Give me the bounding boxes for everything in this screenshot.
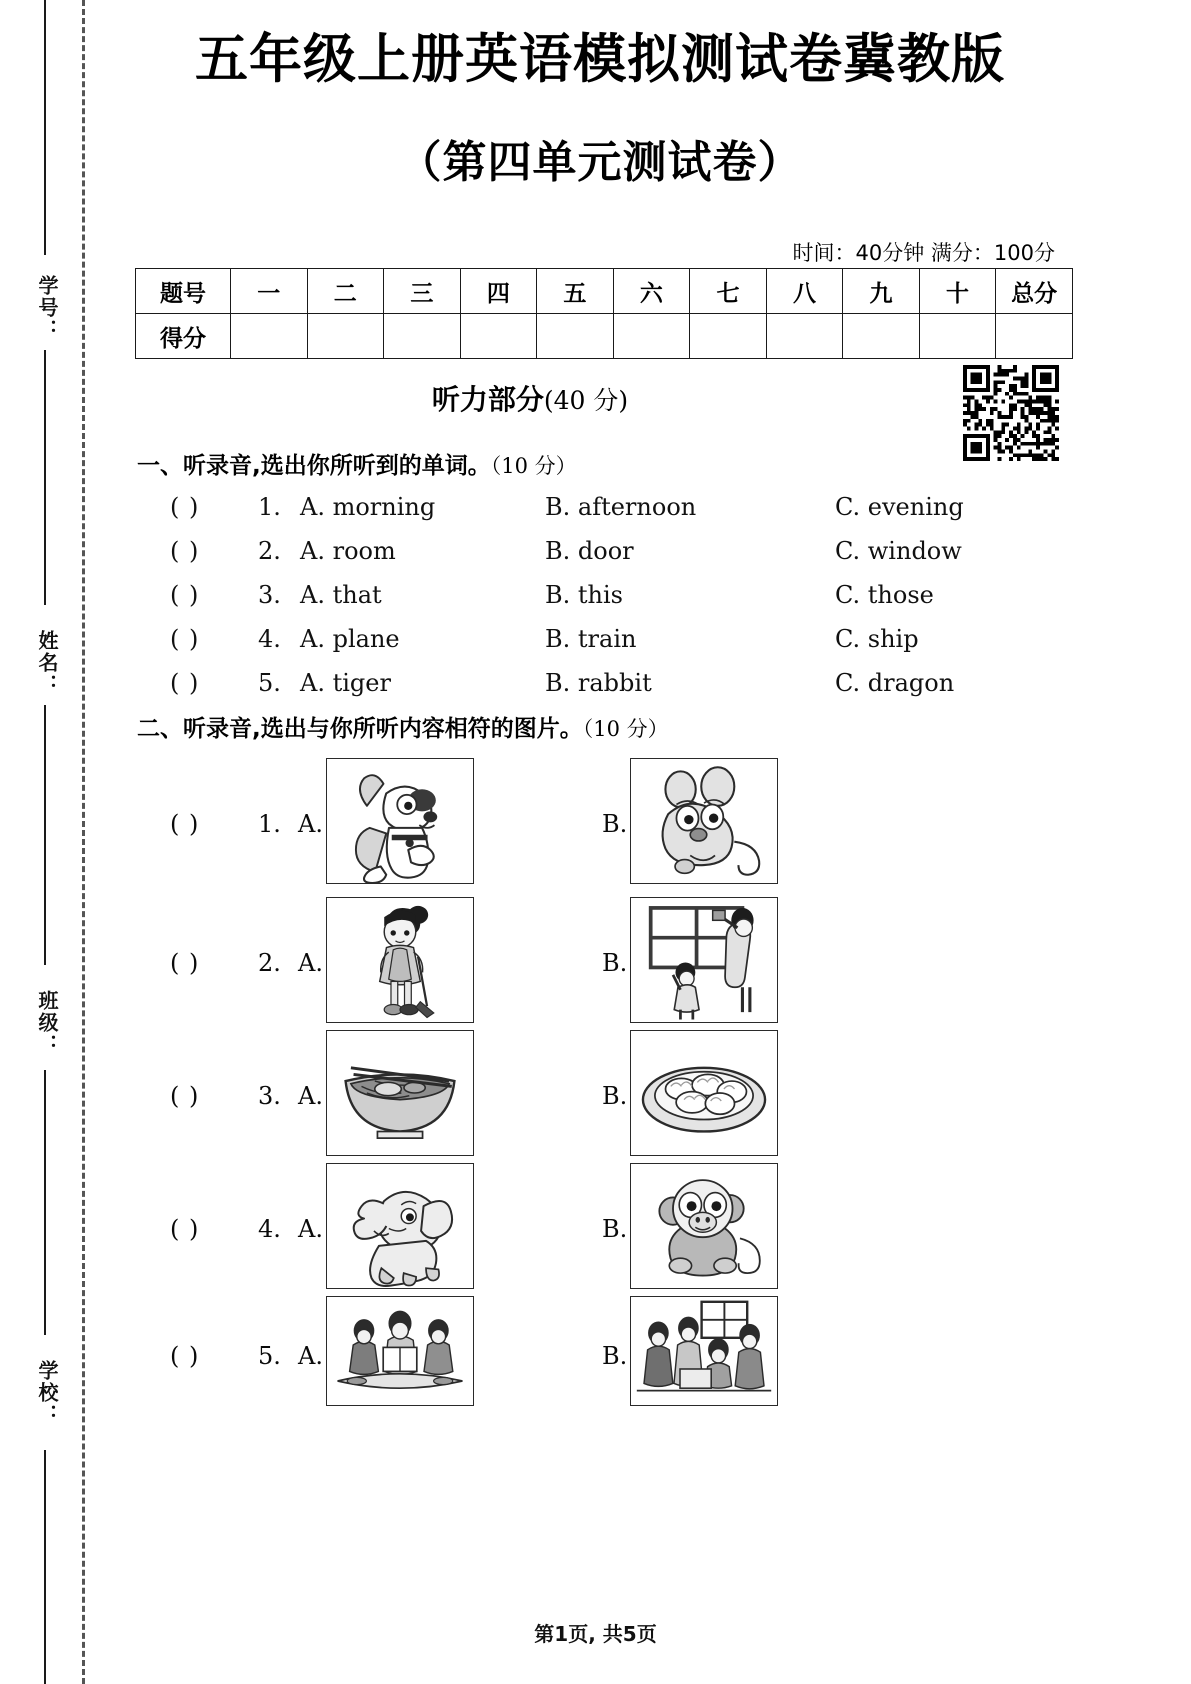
option-c-5[interactable]: C. dragon (835, 669, 955, 697)
table-cell-col-3: 三 (384, 269, 461, 314)
answer-blank-1[interactable]: ( ) (170, 493, 200, 521)
question-two-points: （10 分） (582, 717, 669, 741)
score-cell-9[interactable] (843, 314, 920, 359)
item-number-pic-5: 5. (258, 1342, 281, 1370)
option-label-b-2: B. (602, 949, 628, 977)
table-cell-col-2: 二 (307, 269, 384, 314)
option-label-b-4: B. (602, 1215, 628, 1243)
margin-label-student-id: 学号： (35, 275, 59, 341)
listening-section-title: 听力部分 (431, 383, 544, 416)
word-item-2 (170, 537, 1070, 581)
row-label-score: 得分 (136, 314, 231, 359)
picture-item-3 (170, 1030, 1130, 1162)
option-label-b-5: B. (602, 1342, 628, 1370)
table-cell-col-7: 七 (690, 269, 767, 314)
page-subtitle: （第四单元测试卷） (397, 137, 803, 188)
word-item-4 (170, 625, 1070, 669)
table-cell-col-4: 四 (460, 269, 537, 314)
woman-sweeping-icon[interactable] (326, 897, 474, 1023)
table-cell-col-6: 六 (613, 269, 690, 314)
family-picnic-icon[interactable] (326, 1296, 474, 1406)
option-c-3[interactable]: C. those (835, 581, 934, 609)
option-label-a-4: A. (298, 1215, 323, 1243)
item-number-pic-1: 1. (258, 810, 281, 838)
option-label-a-3: A. (298, 1082, 323, 1110)
page-footer: 第1页, 共5页 (534, 1622, 657, 1646)
dumplings-plate-icon[interactable] (630, 1030, 778, 1156)
option-b-2[interactable]: B. door (545, 537, 634, 565)
score-cell-total[interactable] (996, 314, 1073, 359)
option-a-2[interactable]: A. room (300, 537, 396, 565)
option-a-4[interactable]: A. plane (300, 625, 400, 653)
margin-label-school: 学校： (35, 1360, 59, 1426)
option-label-b-1: B. (602, 810, 628, 838)
item-number-4: 4. (258, 625, 281, 653)
margin-label-class: 班级： (35, 990, 59, 1056)
score-cell-2[interactable] (307, 314, 384, 359)
margin-rule (44, 350, 46, 605)
answer-blank-pic-4[interactable]: ( ) (170, 1215, 200, 1243)
answer-blank-pic-5[interactable]: ( ) (170, 1342, 200, 1370)
option-a-1[interactable]: A. morning (300, 493, 436, 521)
word-item-1 (170, 493, 1070, 537)
question-one-header (137, 447, 577, 480)
cleaning-window-icon[interactable] (630, 897, 778, 1023)
table-cell-col-9: 九 (843, 269, 920, 314)
question-two-header-text: 二、听录音,选出与你所听内容相符的图片。 (137, 716, 583, 742)
table-cell-col-1: 一 (231, 269, 308, 314)
option-c-1[interactable]: C. evening (835, 493, 964, 521)
answer-blank-5[interactable]: ( ) (170, 669, 200, 697)
monkey-icon[interactable] (630, 1163, 778, 1289)
question-two-header (137, 710, 669, 743)
table-cell-col-10: 十 (919, 269, 996, 314)
table-cell-col-5: 五 (537, 269, 614, 314)
option-label-a-5: A. (298, 1342, 323, 1370)
item-number-5: 5. (258, 669, 281, 697)
elephant-icon[interactable] (326, 1163, 474, 1289)
margin-rule (44, 0, 46, 255)
mouse-icon[interactable] (630, 758, 778, 884)
score-cell-10[interactable] (919, 314, 996, 359)
option-b-3[interactable]: B. this (545, 581, 623, 609)
picture-item-4 (170, 1163, 1130, 1295)
picture-item-1 (170, 758, 1130, 890)
page-title: 五年级上册英语模拟测试卷冀教版 (195, 29, 1005, 90)
item-number-pic-3: 3. (258, 1082, 281, 1110)
answer-blank-pic-2[interactable]: ( ) (170, 949, 200, 977)
option-a-3[interactable]: A. that (300, 581, 382, 609)
row-label-question-number: 题号 (136, 269, 231, 314)
tear-off-dashed-line (82, 0, 85, 1684)
option-label-b-3: B. (602, 1082, 628, 1110)
answer-blank-4[interactable]: ( ) (170, 625, 200, 653)
score-table (135, 268, 1073, 359)
table-cell-col-total: 总分 (996, 269, 1073, 314)
item-number-pic-4: 4. (258, 1215, 281, 1243)
score-cell-1[interactable] (231, 314, 308, 359)
option-b-4[interactable]: B. train (545, 625, 637, 653)
item-number-3: 3. (258, 581, 281, 609)
exam-meta-info: 时间：40分钟 满分：100分 (792, 241, 1055, 265)
noodle-bowl-icon[interactable] (326, 1030, 474, 1156)
qr-code (963, 365, 1059, 461)
option-c-2[interactable]: C. window (835, 537, 962, 565)
item-number-1: 1. (258, 493, 281, 521)
score-cell-6[interactable] (613, 314, 690, 359)
picture-item-2 (170, 897, 1130, 1029)
score-cell-4[interactable] (460, 314, 537, 359)
listening-section-points: (40 分) (543, 386, 629, 415)
listening-section-banner (120, 378, 940, 418)
score-cell-8[interactable] (766, 314, 843, 359)
answer-blank-2[interactable]: ( ) (170, 537, 200, 565)
left-margin-strip (0, 0, 120, 1684)
margin-rule (44, 1450, 46, 1684)
answer-blank-pic-3[interactable]: ( ) (170, 1082, 200, 1110)
table-cell-col-8: 八 (766, 269, 843, 314)
option-label-a-2: A. (298, 949, 323, 977)
margin-rule (44, 705, 46, 965)
question-one-header-text: 一、听录音,选出你所听到的单词。 (137, 453, 491, 479)
family-indoor-icon[interactable] (630, 1296, 778, 1406)
option-c-4[interactable]: C. ship (835, 625, 919, 653)
item-number-pic-2: 2. (258, 949, 281, 977)
option-b-5[interactable]: B. rabbit (545, 669, 652, 697)
margin-label-name: 姓名： (35, 630, 59, 696)
table-row-scores (136, 314, 1073, 359)
word-item-3 (170, 581, 1070, 625)
picture-item-5 (170, 1296, 1130, 1416)
margin-rule (44, 1070, 46, 1335)
item-number-2: 2. (258, 537, 281, 565)
answer-blank-3[interactable]: ( ) (170, 581, 200, 609)
option-a-5[interactable]: A. tiger (300, 669, 391, 697)
word-item-5 (170, 669, 1070, 713)
score-cell-3[interactable] (384, 314, 461, 359)
option-label-a-1: A. (298, 810, 323, 838)
score-cell-7[interactable] (690, 314, 767, 359)
score-cell-5[interactable] (537, 314, 614, 359)
answer-blank-pic-1[interactable]: ( ) (170, 810, 200, 838)
dog-icon[interactable] (326, 758, 474, 884)
table-row-question-numbers (136, 269, 1073, 314)
option-b-1[interactable]: B. afternoon (545, 493, 697, 521)
question-one-points: （10 分） (490, 454, 577, 478)
